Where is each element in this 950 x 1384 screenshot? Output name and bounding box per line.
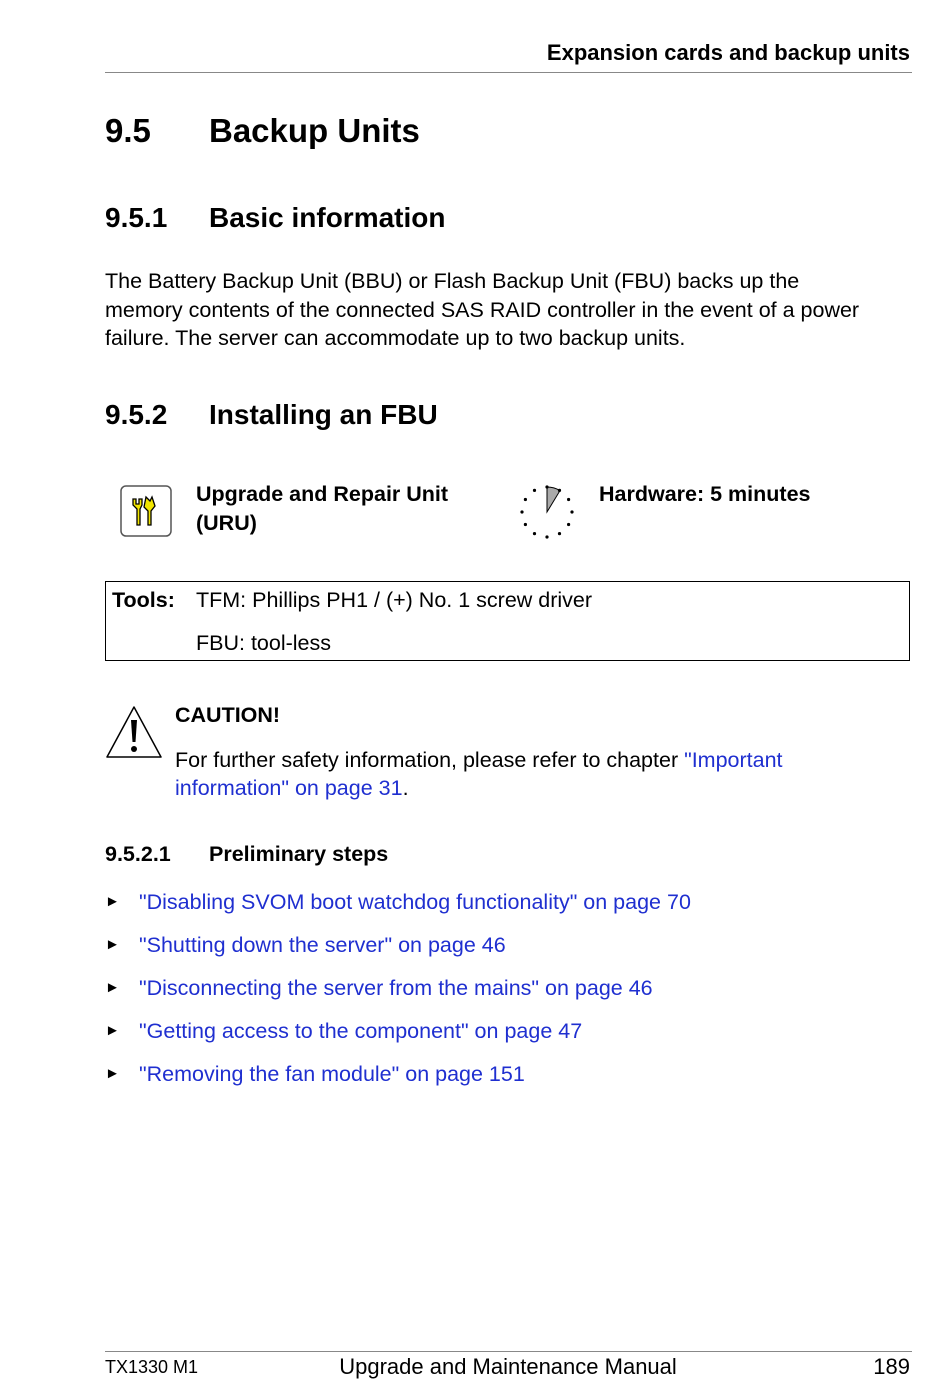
subsubsection-title: Preliminary steps [209,842,389,866]
tools-line: FBU: tool-less [196,631,332,655]
important-info-link[interactable]: "Important [684,748,783,772]
wrench-icon [120,485,172,542]
subsection-heading-install [105,399,438,431]
tools-box [105,581,910,661]
paragraph-line: memory contents of the connected SAS RAID controller in the event of a power [105,297,860,322]
unit-label-line: Upgrade and Repair Unit [196,482,449,506]
warning-icon [104,704,164,765]
step-link[interactable]: "Removing the fan module" on page 151 [139,1062,525,1086]
subsubsection-number: 9.5.2.1 [105,842,171,866]
footer-model: TX1330 M1 [105,1357,199,1377]
bullet-arrow-icon: ► [105,893,120,910]
bullet-arrow-icon: ► [105,979,120,996]
unit-label-line: (URU) [196,511,257,535]
section-number: 9.5 [105,112,151,149]
tools-line: TFM: Phillips PH1 / (+) No. 1 screw driver [196,588,593,612]
clock-icon [520,485,574,544]
bullet-arrow-icon: ► [105,1065,120,1082]
running-header: Expansion cards and backup units [546,40,910,65]
footer-divider [105,1351,912,1352]
step-link[interactable]: "Disabling SVOM boot watchdog functionality" on page 70 [139,890,691,914]
caution-title: CAUTION! [175,703,281,727]
step-link[interactable]: "Getting access to the component" on page 47 [139,1019,583,1043]
step-link[interactable]: "Shutting down the server" on page 46 [139,933,506,957]
paragraph-line: failure. The server can accommodate up to two backup units. [105,326,686,350]
subsection-heading-basic [105,202,445,234]
unit-label [196,480,448,538]
footer-manual-title: Upgrade and Maintenance Manual [339,1354,677,1379]
preliminary-heading [105,842,388,867]
important-info-link-cont[interactable]: information" on page 31 [175,776,403,800]
caution-text [175,746,875,802]
section-heading [105,112,420,150]
subsection-title: Installing an FBU [209,399,438,430]
caution-text-part: For further safety information, please refer to chapter [175,748,685,772]
section-title: Backup Units [209,112,420,149]
subsection-number: 9.5.1 [105,202,168,233]
tools-label: Tools: [112,588,175,612]
subsection-title: Basic information [209,202,446,233]
caution-text-part: . [402,776,409,800]
bullet-arrow-icon: ► [105,936,120,953]
step-link[interactable]: "Disconnecting the server from the mains" on page 46 [139,976,653,1000]
paragraph-line: The Battery Backup Unit (BBU) or Flash Backup Unit (FBU) backs up the [105,269,800,293]
basic-information-paragraph [105,267,915,353]
header-divider [105,72,912,73]
page-number: 189 [873,1354,910,1379]
subsection-number: 9.5.2 [105,399,168,430]
bullet-arrow-icon: ► [105,1022,120,1039]
time-label: Hardware: 5 minutes [599,482,811,506]
